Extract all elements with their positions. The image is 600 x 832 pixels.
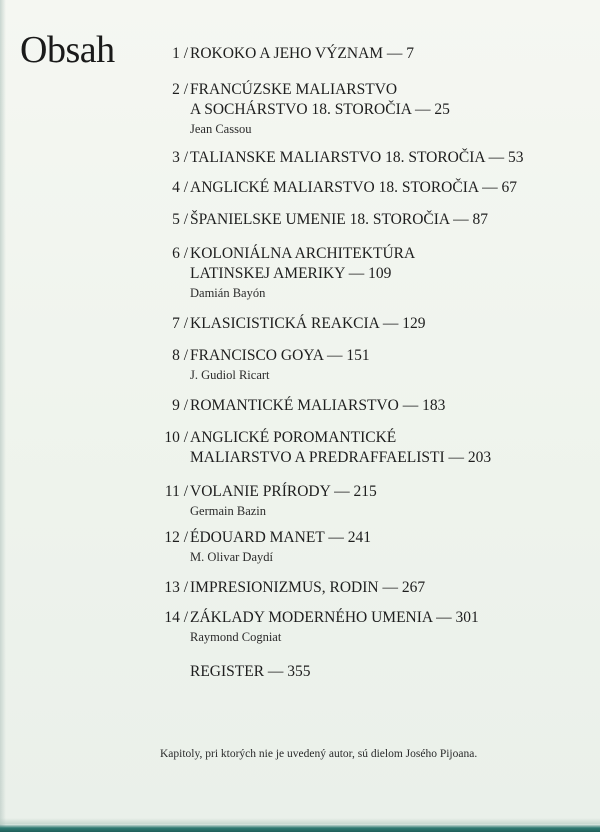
- toc-entry-title: ZÁKLADY MODERNÉHO UMENIA — 301: [190, 609, 479, 626]
- toc-entry-title: ROKOKO A JEHO VÝZNAM — 7: [190, 45, 415, 62]
- toc-entry-number: 6 /: [172, 245, 188, 262]
- toc-entry-title: MALIARSTVO A PREDRAFFAELISTI — 203: [190, 449, 492, 466]
- toc-entry-title: IMPRESIONIZMUS, RODIN — 267: [190, 579, 426, 596]
- footnote: Kapitoly, pri ktorých nie je uvedený autor, sú dielom Josého Pijoana.: [160, 748, 478, 760]
- page-bottom-edge: [0, 824, 600, 832]
- toc-entry-author: Damián Bayón: [190, 286, 266, 300]
- toc-entry-author: Jean Cassou: [190, 122, 252, 136]
- toc-entry-title: ŠPANIELSKE UMENIE 18. STOROČIA — 87: [190, 211, 488, 228]
- toc-entry-author: M. Olivar Daydí: [190, 550, 273, 564]
- toc-entry-title: FRANCÚZSKE MALIARSTVO: [190, 81, 398, 98]
- toc-entry-number: 1 /: [172, 45, 188, 62]
- toc-entry-number: 12 /: [164, 529, 188, 546]
- toc-entry-title: REGISTER — 355: [190, 663, 311, 680]
- page-edge-shadow: [0, 0, 6, 832]
- toc-entry-author: Germain Bazin: [190, 504, 267, 518]
- toc-entry-title: A SOCHÁRSTVO 18. STOROČIA — 25: [190, 101, 450, 118]
- toc-entry-title: KLASICISTICKÁ REAKCIA — 129: [190, 315, 426, 332]
- toc-entry-number: 14 /: [164, 609, 188, 626]
- toc-entry-number: 11 /: [164, 483, 188, 500]
- toc-entry-number: 13 /: [164, 579, 188, 596]
- toc-entry-title: FRANCISCO GOYA — 151: [190, 347, 370, 364]
- toc-entry-title: LATINSKEJ AMERIKY — 109: [190, 265, 392, 282]
- toc-entry-number: 8 /: [172, 347, 188, 364]
- toc-entry-number: 5 /: [172, 211, 188, 228]
- toc-entry-number: 10 /: [164, 429, 188, 446]
- toc-entry-number: 7 /: [172, 315, 188, 332]
- toc-entry-title: KOLONIÁLNA ARCHITEKTÚRA: [190, 245, 416, 262]
- page-title: Obsah: [20, 29, 115, 71]
- toc-entry-author: J. Gudiol Ricart: [190, 368, 270, 382]
- toc-entry-title: VOLANIE PRÍRODY — 215: [190, 483, 377, 500]
- toc-entry-title: ROMANTICKÉ MALIARSTVO — 183: [190, 397, 446, 414]
- toc-entry-title: ANGLICKÉ POROMANTICKÉ: [190, 429, 397, 446]
- toc-entry-title: TALIANSKE MALIARSTVO 18. STOROČIA — 53: [190, 149, 524, 166]
- toc-entry-title: ÉDOUARD MANET — 241: [190, 529, 371, 546]
- toc-entry-number: 3 /: [172, 149, 188, 166]
- toc-entry-number: 2 /: [172, 81, 188, 98]
- toc-entry-title: ANGLICKÉ MALIARSTVO 18. STOROČIA — 67: [190, 179, 517, 196]
- toc-entry-number: 9 /: [172, 397, 188, 414]
- toc-entry-author: Raymond Cogniat: [190, 630, 282, 644]
- toc-entry-number: 4 /: [172, 179, 188, 196]
